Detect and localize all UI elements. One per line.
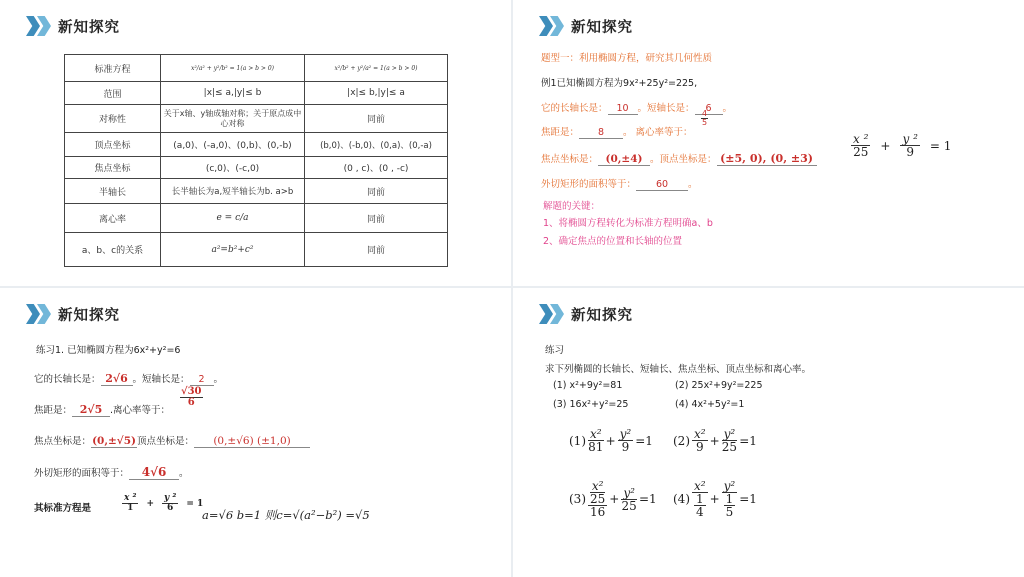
vertex-value: (0,±√6) (±1,0) — [194, 435, 310, 448]
x-fraction — [588, 480, 607, 518]
foci-line — [541, 151, 817, 166]
y-fraction — [618, 428, 634, 453]
x-den: 9 — [695, 440, 704, 454]
ecc-fraction — [701, 110, 708, 127]
long-axis-value: 10 — [608, 103, 638, 115]
focal-label: 焦距是： — [34, 405, 73, 416]
practice-text: 练习1. 已知椭圆方程为6x²+y²=6 — [36, 345, 181, 356]
foci-value: (0,±4) — [598, 153, 650, 166]
y-num: y² — [723, 427, 736, 441]
short-axis-label: 。短轴长是： — [637, 103, 695, 114]
x-fraction — [122, 494, 138, 513]
eq-rhs: =1 — [739, 433, 757, 448]
table-row — [65, 204, 448, 233]
eq-label: (4) — [673, 492, 690, 506]
x-num: x² — [591, 479, 604, 493]
slide-header — [26, 303, 120, 325]
key-1: 1、将椭圆方程转化为标准方程明确a、b — [543, 218, 713, 229]
y-den: 9 — [906, 145, 914, 159]
row-key: 对称性 — [65, 105, 161, 133]
short-label: 。短轴长是： — [132, 374, 190, 385]
header-title: 新知探究 — [58, 307, 120, 324]
cell-b: 同前 — [305, 204, 448, 233]
vertex-label: 。顶点坐标是： — [650, 154, 717, 165]
std-eq-vertical-text: x²/b² + y²/a² = 1(a > b > 0) — [334, 65, 418, 72]
x-den-num: 25 — [590, 492, 606, 506]
problem-4: (4) 4x²+5y²=1 — [675, 399, 745, 410]
eq-label: (1) — [569, 433, 586, 448]
area-value: 60 — [636, 179, 688, 191]
cell-a: |x|≤ a,|y|≤ b — [161, 82, 305, 105]
header-title: 新知探究 — [571, 19, 633, 36]
double-chevron-icon — [26, 304, 48, 324]
x-den-den: 4 — [695, 505, 704, 519]
row-key: a、b、c的关系 — [65, 233, 161, 267]
area-line: 外切矩形的面积等于： 4√6 。 — [34, 465, 189, 479]
cell-b: 同前 — [305, 105, 448, 133]
ecc-label: 。 离心率等于： — [623, 127, 693, 138]
x-fraction — [851, 133, 870, 158]
practice-title: 练习 — [545, 345, 565, 356]
std-eq-horizontal-text: x²/a² + y²/b² = 1(a > b > 0) — [191, 65, 274, 72]
y-num: y² — [723, 479, 736, 493]
y-den: 25 — [721, 440, 738, 454]
slide-4[interactable] — [513, 288, 1024, 577]
x-fraction — [692, 428, 708, 453]
short-axis-value: 6 — [695, 103, 723, 115]
x-num: x ² — [124, 493, 137, 503]
type-title: 题型一：利用椭圆方程，研究其几何性质 — [541, 53, 713, 64]
double-chevron-icon — [539, 304, 561, 324]
row-key: 标准方程 — [65, 55, 161, 82]
x-num: x² — [694, 479, 706, 493]
practice-prompt: 求下列椭圆的长轴长、短轴长、焦点坐标、顶点坐标和离心率。 — [545, 364, 812, 375]
y-fraction — [900, 133, 919, 158]
problem-2: (2) 25x²+9y²=225 — [675, 380, 763, 391]
cell-a: 长半轴长为a,短半轴长为b. a>b — [161, 179, 305, 204]
cell-a: a²=b²+c² — [161, 233, 305, 267]
row-key: 顶点坐标 — [65, 133, 161, 157]
y-fraction — [722, 428, 738, 453]
focal-value: 2√5 — [72, 403, 110, 417]
eq-label: (3) — [569, 492, 586, 506]
cell-b: 同前 — [305, 233, 448, 267]
row-key: 半轴长 — [65, 179, 161, 204]
foci-value: (0,±√5) — [92, 435, 136, 447]
std-label: 其标准方程是 — [34, 503, 92, 514]
std-eq-vertical — [305, 55, 448, 82]
axis-line: 它的长轴长是： 10 。短轴长是： 6 。 — [541, 103, 733, 114]
row-key: 离心率 — [65, 204, 161, 233]
long-axis-label: 它的长轴长是： — [541, 103, 608, 114]
key-title: 解题的关键： — [543, 201, 601, 212]
area-label: 外切矩形的面积等于： — [34, 468, 130, 479]
x-den: 25 — [853, 145, 869, 159]
x-num: x ² — [853, 132, 869, 146]
eq-rhs: =1 — [635, 433, 653, 448]
slide-header — [539, 303, 633, 325]
standard-equation: $\frac{\text{x ²}}{25}$ + $\frac{\text{y ²}}{9}$ = 1 — [853, 132, 952, 159]
area-value: 4√6 — [129, 465, 179, 480]
example-text: 例1已知椭圆方程为9x²+25y²=225, — [541, 78, 698, 89]
table-row — [65, 105, 448, 133]
foci-label: 焦点坐标是： — [34, 436, 92, 447]
row-key: 范围 — [65, 82, 161, 105]
cell-a: e = c/a — [161, 204, 305, 233]
table-row — [65, 157, 448, 179]
answer-equation-4: (4) $\frac{\text{x²}}{\frac{1}{4}}$ + $\frac{\text{y²}}{\frac{1}{5}}$ =1 — [673, 479, 757, 519]
table-row — [65, 133, 448, 157]
x-den-fraction — [694, 493, 706, 518]
x-fraction — [588, 428, 604, 453]
ecc-label: .离心率等于： — [110, 405, 171, 416]
y-fraction — [722, 480, 738, 518]
ecc-fraction — [180, 387, 203, 408]
eq-rhs: =1 — [739, 492, 757, 506]
x-den-num: 1 — [695, 492, 704, 506]
header-title: 新知探究 — [571, 307, 633, 324]
axis-line: 它的长轴长是： 2√6 。短轴长是： 2 。 — [34, 372, 224, 385]
y-den-den: 5 — [725, 505, 734, 519]
cell-a: 关于x轴、y轴成轴对称；关于原点成中心对称 — [161, 105, 305, 133]
eq-rhs: = 1 — [186, 498, 204, 509]
std-eq-horizontal — [161, 55, 305, 82]
cell-b: (b,0)、(-b,0)、(0,a)、(0,-a) — [305, 133, 448, 157]
ecc-den: 5 — [702, 118, 708, 127]
ecc-num: √30 — [181, 386, 202, 397]
slide-3[interactable] — [0, 288, 511, 577]
y-num: y ² — [164, 493, 177, 503]
cell-b: 同前 — [305, 179, 448, 204]
x-den-fraction — [588, 493, 607, 518]
y-den: 25 — [621, 498, 637, 513]
x-num: x² — [590, 427, 602, 441]
vertex-label: 顶点坐标是： — [137, 436, 195, 447]
long-value: 2√6 — [101, 372, 133, 386]
ellipse-properties-table — [64, 54, 448, 267]
double-chevron-icon — [539, 16, 561, 36]
cell-b: (0 , c)、(0 , -c) — [305, 157, 448, 179]
standard-equation: $\frac{\text{x ²}}{1}$ + $\frac{\text{y ²}}{6}$ = 1 — [124, 493, 204, 513]
ecc-num: 4 — [702, 109, 708, 118]
slide-1[interactable] — [0, 0, 511, 286]
abc-relation: a=√6 b=1 则c=√(a²−b²) =√5 — [202, 508, 370, 522]
x-num: x² — [694, 427, 706, 441]
table-row — [65, 82, 448, 105]
x-den: 81 — [588, 440, 604, 454]
y-den: 6 — [167, 503, 174, 513]
x-den: 1 — [127, 503, 134, 513]
ecc-den: 6 — [187, 397, 195, 408]
problem-1: (1) x²+9y²=81 — [553, 380, 623, 391]
eq-rhs: =1 — [638, 492, 657, 506]
focal-label: 焦距是： — [541, 127, 580, 138]
x-fraction — [692, 480, 708, 518]
answer-equation-3: (3) $\frac{\text{x²}}{\frac{25}{16}}$ + $\frac{\text{y²}}{25}$ =1 — [569, 479, 657, 519]
table-row — [65, 55, 448, 82]
y-num: y ² — [902, 132, 918, 146]
y-num: y² — [623, 485, 635, 500]
slide-2[interactable] — [513, 0, 1024, 286]
vertex-value: (±5, 0), (0, ±3) — [717, 152, 817, 166]
header-title: 新知探究 — [58, 19, 120, 36]
short-value: 2 — [190, 374, 214, 386]
y-fraction — [621, 487, 637, 512]
area-label: 外切矩形的面积等于： — [541, 179, 637, 190]
problem-3: (3) 16x²+y²=25 — [553, 399, 629, 410]
key-2: 2、确定焦点的位置和长轴的位置 — [543, 236, 683, 247]
y-den-num: 1 — [725, 492, 734, 506]
eq-rhs: = 1 — [929, 138, 952, 153]
slide-header — [539, 15, 633, 37]
table-row — [65, 233, 448, 267]
answer-equation-1: (1) $\frac{\text{x²}}{81}$ + $\frac{\text{y²}}{9}$ =1 — [569, 427, 653, 454]
cell-a: (a,0)、(-a,0)、(0,b)、(0,-b) — [161, 133, 305, 157]
y-den-fraction — [724, 493, 736, 518]
area-line: 外切矩形的面积等于： 60 。 — [541, 179, 698, 190]
long-label: 它的长轴长是： — [34, 374, 101, 385]
focal-line — [541, 124, 693, 139]
row-key: 焦点坐标 — [65, 157, 161, 179]
slide-header — [26, 15, 120, 37]
double-chevron-icon — [26, 16, 48, 36]
y-den: 9 — [621, 440, 630, 454]
x-den-den: 16 — [590, 505, 606, 519]
focal-value: 8 — [579, 127, 623, 139]
table-row — [65, 179, 448, 204]
eq-label: (2) — [673, 433, 690, 448]
answer-equation-2: (2) $\frac{\text{x²}}{9}$ + $\frac{\text{y²}}{25}$ =1 — [673, 427, 757, 454]
y-num: y² — [619, 427, 632, 441]
cell-a: (c,0)、(-c,0) — [161, 157, 305, 179]
focal-line — [34, 402, 170, 417]
foci-line — [34, 433, 310, 448]
foci-label: 焦点坐标是： — [541, 154, 599, 165]
cell-b: |x|≤ b,|y|≤ a — [305, 82, 448, 105]
y-fraction — [162, 494, 178, 513]
